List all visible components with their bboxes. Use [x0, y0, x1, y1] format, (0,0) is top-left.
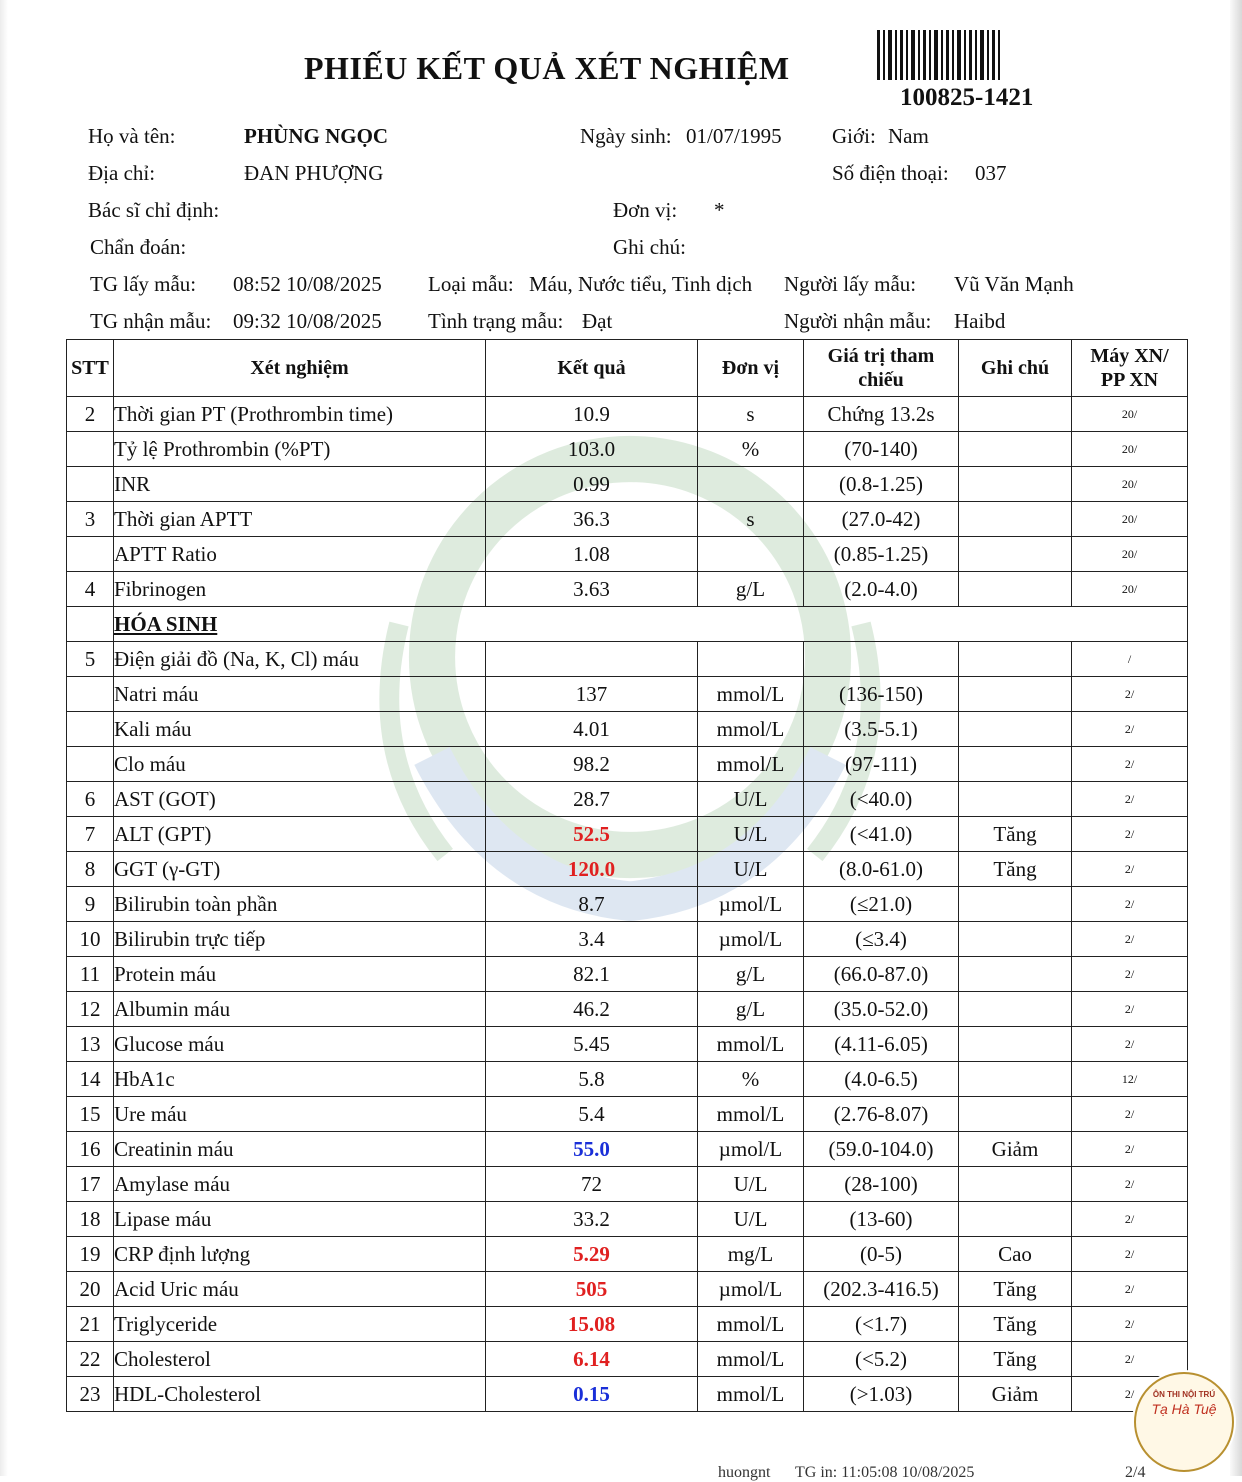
test-name-cell: Thời gian APTT — [114, 502, 486, 537]
result-low: 0.15 — [573, 1381, 610, 1406]
logo-stamp — [1134, 1372, 1234, 1472]
unit-cell: mg/L — [698, 1237, 804, 1272]
test-name-cell: Ure máu — [114, 1097, 486, 1132]
stt-cell — [67, 677, 114, 712]
stt-cell: 16 — [67, 1132, 114, 1167]
unit-cell — [698, 537, 804, 572]
result-cell: 5.4 — [486, 1097, 698, 1132]
test-name-cell: Bilirubin trực tiếp — [114, 922, 486, 957]
stt-cell: 4 — [67, 572, 114, 607]
machine-cell: 2/ — [1072, 887, 1188, 922]
ref-range-cell: (3.5-5.1) — [804, 712, 959, 747]
table-row — [67, 1097, 1188, 1132]
ref-range-cell: (4.11-6.05) — [804, 1027, 959, 1062]
test-name-cell: HbA1c — [114, 1062, 486, 1097]
unit-value: * — [714, 198, 725, 222]
table-row — [67, 1167, 1188, 1202]
receiver-value: Haibd — [954, 309, 1006, 333]
test-name-cell: Protein máu — [114, 957, 486, 992]
table-row — [67, 747, 1188, 782]
test-name-cell: GGT (γ-GT) — [114, 852, 486, 887]
machine-cell: 2/ — [1072, 782, 1188, 817]
ref-range-cell: (<1.7) — [804, 1307, 959, 1342]
stamp-line2: Tạ Hà Tuệ — [1151, 1401, 1217, 1417]
note-cell: Giảm — [959, 1377, 1072, 1412]
test-name-cell: ALT (GPT) — [114, 817, 486, 852]
ref-range-cell: (97-111) — [804, 747, 959, 782]
collector-label: Người lấy mẫu: — [784, 272, 917, 296]
dob-label: Ngày sinh: — [580, 124, 672, 148]
machine-cell: 12/ — [1072, 1062, 1188, 1097]
table-row — [67, 1237, 1188, 1272]
ref-range-cell: (4.0-6.5) — [804, 1062, 959, 1097]
note-cell — [959, 677, 1072, 712]
test-name-cell: Tỷ lệ Prothrombin (%PT) — [114, 432, 486, 467]
header-unit: Đơn vị — [698, 340, 804, 397]
footer-print-time: TG in: 11:05:08 10/08/2025 — [795, 1464, 975, 1481]
ref-range-cell: (0.85-1.25) — [804, 537, 959, 572]
stt-cell: 3 — [67, 502, 114, 537]
unit-cell: mmol/L — [698, 712, 804, 747]
note-cell — [959, 887, 1072, 922]
section-stt-cell — [67, 607, 114, 642]
result-cell: 5.45 — [486, 1027, 698, 1062]
ref-range-cell: Chứng 13.2s — [804, 397, 959, 432]
result-cell: 103.0 — [486, 432, 698, 467]
unit-cell: g/L — [698, 957, 804, 992]
unit-cell: mmol/L — [698, 1342, 804, 1377]
note-cell — [959, 1167, 1072, 1202]
test-name-cell: Thời gian PT (Prothrombin time) — [114, 397, 486, 432]
table-row — [67, 922, 1188, 957]
ref-range-cell — [804, 642, 959, 677]
unit-cell: U/L — [698, 852, 804, 887]
unit-cell: s — [698, 502, 804, 537]
machine-cell: 2/ — [1072, 747, 1188, 782]
machine-cell: 20/ — [1072, 432, 1188, 467]
ref-range-cell: (202.3-416.5) — [804, 1272, 959, 1307]
stt-cell: 12 — [67, 992, 114, 1027]
sample-status-label: Tình trạng mẫu: — [428, 309, 564, 333]
test-name-cell: HDL-Cholesterol — [114, 1377, 486, 1412]
stt-cell: 13 — [67, 1027, 114, 1062]
gender-value: Nam — [888, 124, 929, 148]
section-title: HÓA SINH — [114, 607, 1188, 642]
unit-cell: s — [698, 397, 804, 432]
address-value: ĐAN PHƯỢNG — [244, 161, 384, 185]
note-cell — [959, 572, 1072, 607]
table-row — [67, 537, 1188, 572]
result-low: 55.0 — [573, 1136, 610, 1161]
ref-range-cell: (<5.2) — [804, 1342, 959, 1377]
stt-cell: 22 — [67, 1342, 114, 1377]
stt-cell: 19 — [67, 1237, 114, 1272]
ref-range-cell: (13-60) — [804, 1202, 959, 1237]
note-cell — [959, 957, 1072, 992]
table-row — [67, 642, 1188, 677]
table-row — [67, 1202, 1188, 1237]
result-cell: 82.1 — [486, 957, 698, 992]
machine-cell: 2/ — [1072, 677, 1188, 712]
barcode — [877, 30, 1062, 80]
doctor-label: Bác sĩ chỉ định: — [88, 198, 220, 222]
machine-cell: 2/ — [1072, 712, 1188, 747]
result-cell: 10.9 — [486, 397, 698, 432]
result-cell: 36.3 — [486, 502, 698, 537]
machine-cell: 20/ — [1072, 397, 1188, 432]
result-cell — [486, 852, 698, 887]
unit-cell: % — [698, 432, 804, 467]
machine-cell: 20/ — [1072, 467, 1188, 502]
page-title: PHIẾU KẾT QUẢ XÉT NGHIỆM — [304, 50, 790, 86]
ref-range-cell: (35.0-52.0) — [804, 992, 959, 1027]
result-high: 6.14 — [573, 1346, 610, 1371]
result-cell — [486, 1272, 698, 1307]
stt-cell: 6 — [67, 782, 114, 817]
test-name-cell: APTT Ratio — [114, 537, 486, 572]
machine-cell: 20/ — [1072, 572, 1188, 607]
result-high: 15.08 — [567, 1311, 616, 1336]
unit-cell: mmol/L — [698, 1307, 804, 1342]
test-name-cell: Glucose máu — [114, 1027, 486, 1062]
unit-cell: mmol/L — [698, 1097, 804, 1132]
stt-cell — [67, 712, 114, 747]
stt-cell: 7 — [67, 817, 114, 852]
machine-cell: 2/ — [1072, 1307, 1188, 1342]
test-name-cell: INR — [114, 467, 486, 502]
stt-cell: 8 — [67, 852, 114, 887]
header-note: Ghi chú — [959, 340, 1072, 397]
test-name-cell: Clo máu — [114, 747, 486, 782]
result-cell: 1.08 — [486, 537, 698, 572]
test-name-cell: Điện giải đồ (Na, K, Cl) máu — [114, 642, 486, 677]
stt-cell — [67, 747, 114, 782]
dob-value: 01/07/1995 — [686, 124, 782, 148]
note-cell — [959, 1062, 1072, 1097]
sample-type-value: Máu, Nước tiểu, Tinh dịch — [529, 272, 753, 296]
stt-cell — [67, 432, 114, 467]
result-high: 505 — [575, 1276, 608, 1301]
stt-cell: 10 — [67, 922, 114, 957]
note-cell — [959, 397, 1072, 432]
table-row — [67, 432, 1188, 467]
test-name-cell: Cholesterol — [114, 1342, 486, 1377]
ref-range-cell: (2.0-4.0) — [804, 572, 959, 607]
note-cell — [959, 642, 1072, 677]
machine-cell: 20/ — [1072, 537, 1188, 572]
table-row — [67, 887, 1188, 922]
stt-cell — [67, 467, 114, 502]
page-right-edge — [1230, 0, 1242, 1476]
machine-cell: 2/ — [1072, 1097, 1188, 1132]
stt-cell: 21 — [67, 1307, 114, 1342]
table-row — [67, 782, 1188, 817]
stt-cell: 9 — [67, 887, 114, 922]
barcode-number: 100825-1421 — [900, 84, 1034, 111]
result-cell: 72 — [486, 1167, 698, 1202]
table-row — [67, 572, 1188, 607]
stt-cell: 23 — [67, 1377, 114, 1412]
unit-cell: U/L — [698, 817, 804, 852]
note-cell — [959, 992, 1072, 1027]
ref-range-cell: (136-150) — [804, 677, 959, 712]
receive-time-value: 09:32 10/08/2025 — [233, 309, 382, 333]
unit-cell: mmol/L — [698, 1027, 804, 1062]
note-cell — [959, 432, 1072, 467]
ref-range-cell: (>1.03) — [804, 1377, 959, 1412]
unit-cell: µmol/L — [698, 1272, 804, 1307]
sample-time-value: 08:52 10/08/2025 — [233, 272, 382, 296]
unit-cell: % — [698, 1062, 804, 1097]
stt-cell — [67, 537, 114, 572]
unit-label: Đơn vị: — [613, 198, 678, 222]
test-name-cell: Creatinin máu — [114, 1132, 486, 1167]
unit-cell: mmol/L — [698, 747, 804, 782]
footer-user: huongnt — [718, 1464, 771, 1481]
page-left-edge — [0, 0, 8, 1476]
machine-cell: 2/ — [1072, 817, 1188, 852]
header-result: Kết quả — [486, 340, 698, 397]
collector-value: Vũ Văn Mạnh — [954, 272, 1074, 296]
note-cell — [959, 747, 1072, 782]
note-cell: Tăng — [959, 852, 1072, 887]
result-cell: 46.2 — [486, 992, 698, 1027]
unit-cell — [698, 642, 804, 677]
note-cell — [959, 782, 1072, 817]
machine-cell: 20/ — [1072, 502, 1188, 537]
table-row — [67, 467, 1188, 502]
stt-cell: 5 — [67, 642, 114, 677]
stamp-line1: ÔN THI NỘI TRÚ — [1152, 1390, 1216, 1399]
footer-page: 2/4 — [1125, 1464, 1146, 1481]
unit-cell — [698, 467, 804, 502]
test-name-cell: Fibrinogen — [114, 572, 486, 607]
machine-cell: 2/ — [1072, 1272, 1188, 1307]
table-row — [67, 1132, 1188, 1167]
table-row — [67, 712, 1188, 747]
test-name-cell: Albumin máu — [114, 992, 486, 1027]
note-cell — [959, 922, 1072, 957]
result-cell: 33.2 — [486, 1202, 698, 1237]
test-name-cell: CRP định lượng — [114, 1237, 486, 1272]
result-cell — [486, 1132, 698, 1167]
note-cell — [959, 502, 1072, 537]
note-cell — [959, 1027, 1072, 1062]
test-name-cell: Bilirubin toàn phần — [114, 887, 486, 922]
ref-range-cell: (2.76-8.07) — [804, 1097, 959, 1132]
note-cell — [959, 1097, 1072, 1132]
unit-cell: U/L — [698, 1202, 804, 1237]
table-row — [67, 677, 1188, 712]
result-cell: 98.2 — [486, 747, 698, 782]
machine-cell: 2/ — [1072, 1377, 1188, 1412]
ref-range-cell: (8.0-61.0) — [804, 852, 959, 887]
test-name-cell: Natri máu — [114, 677, 486, 712]
result-high: 5.29 — [573, 1241, 610, 1266]
machine-cell: 2/ — [1072, 922, 1188, 957]
machine-cell: 2/ — [1072, 1202, 1188, 1237]
test-name-cell: Triglyceride — [114, 1307, 486, 1342]
sample-time-label: TG lấy mẫu: — [90, 272, 197, 296]
unit-cell: g/L — [698, 992, 804, 1027]
gender-label: Giới: — [832, 124, 876, 148]
table-row — [67, 502, 1188, 537]
result-cell: 137 — [486, 677, 698, 712]
unit-cell: µmol/L — [698, 887, 804, 922]
result-cell: 4.01 — [486, 712, 698, 747]
stt-cell: 18 — [67, 1202, 114, 1237]
diagnosis-label: Chẩn đoán: — [90, 235, 187, 259]
header-ref: Giá trị tham chiếu — [804, 340, 959, 397]
machine-cell: 2/ — [1072, 1237, 1188, 1272]
table-row — [67, 1307, 1188, 1342]
machine-cell: 2/ — [1072, 852, 1188, 887]
note-cell: Tăng — [959, 1307, 1072, 1342]
phone-label: Số điện thoại: — [832, 161, 949, 185]
test-name-cell: Kali máu — [114, 712, 486, 747]
result-cell — [486, 1237, 698, 1272]
stt-cell: 20 — [67, 1272, 114, 1307]
machine-cell: 2/ — [1072, 1132, 1188, 1167]
table-row — [67, 1027, 1188, 1062]
note-cell — [959, 467, 1072, 502]
ref-range-cell: (0.8-1.25) — [804, 467, 959, 502]
result-cell — [486, 1377, 698, 1412]
machine-cell: 2/ — [1072, 1167, 1188, 1202]
table-row — [67, 957, 1188, 992]
test-name-cell: Acid Uric máu — [114, 1272, 486, 1307]
stt-cell: 2 — [67, 397, 114, 432]
table-row — [67, 1062, 1188, 1097]
machine-cell: 2/ — [1072, 992, 1188, 1027]
machine-cell: 2/ — [1072, 957, 1188, 992]
note-cell — [959, 537, 1072, 572]
test-name-cell: Lipase máu — [114, 1202, 486, 1237]
ref-range-cell: (66.0-87.0) — [804, 957, 959, 992]
result-cell — [486, 1342, 698, 1377]
section-row — [67, 607, 1188, 642]
receive-time-label: TG nhận mẫu: — [90, 309, 212, 333]
result-high: 52.5 — [573, 821, 610, 846]
test-name-cell: Amylase máu — [114, 1167, 486, 1202]
ref-range-cell: (≤3.4) — [804, 922, 959, 957]
address-label: Địa chỉ: — [88, 161, 156, 185]
note-cell — [959, 1202, 1072, 1237]
ref-range-cell: (<41.0) — [804, 817, 959, 852]
header-machine: Máy XN/ PP XN — [1072, 340, 1188, 397]
unit-cell: mmol/L — [698, 677, 804, 712]
unit-cell: mmol/L — [698, 1377, 804, 1412]
result-cell — [486, 1307, 698, 1342]
machine-cell: 2/ — [1072, 1342, 1188, 1377]
note-cell: Tăng — [959, 1272, 1072, 1307]
ref-range-cell: (59.0-104.0) — [804, 1132, 959, 1167]
ref-range-cell: (<40.0) — [804, 782, 959, 817]
result-high: 120.0 — [567, 856, 616, 881]
patient-name: PHÙNG NGỌC — [244, 124, 389, 148]
note-cell: Tăng — [959, 1342, 1072, 1377]
result-cell — [486, 642, 698, 677]
unit-cell: µmol/L — [698, 922, 804, 957]
result-cell: 5.8 — [486, 1062, 698, 1097]
header-stt: STT — [67, 340, 114, 397]
ref-range-cell: (28-100) — [804, 1167, 959, 1202]
table-row — [67, 1377, 1188, 1412]
machine-cell: 2/ — [1072, 1027, 1188, 1062]
header-test: Xét nghiệm — [114, 340, 486, 397]
result-cell: 8.7 — [486, 887, 698, 922]
unit-cell: g/L — [698, 572, 804, 607]
result-cell: 0.99 — [486, 467, 698, 502]
ref-range-cell: (≤21.0) — [804, 887, 959, 922]
ref-range-cell: (70-140) — [804, 432, 959, 467]
note-label: Ghi chú: — [613, 235, 686, 259]
table-row — [67, 992, 1188, 1027]
stt-cell: 15 — [67, 1097, 114, 1132]
table-row — [67, 397, 1188, 432]
unit-cell: U/L — [698, 782, 804, 817]
result-cell: 3.4 — [486, 922, 698, 957]
note-cell: Tăng — [959, 817, 1072, 852]
note-cell: Giảm — [959, 1132, 1072, 1167]
receiver-label: Người nhận mẫu: — [784, 309, 932, 333]
name-label: Họ và tên: — [88, 124, 176, 148]
note-cell: Cao — [959, 1237, 1072, 1272]
stt-cell: 11 — [67, 957, 114, 992]
ref-range-cell: (27.0-42) — [804, 502, 959, 537]
unit-cell: µmol/L — [698, 1132, 804, 1167]
table-row — [67, 1272, 1188, 1307]
table-row — [67, 1342, 1188, 1377]
results-body — [67, 397, 1188, 1412]
sample-type-label: Loại mẫu: — [428, 272, 514, 296]
results-table — [66, 339, 1188, 1412]
table-header-row — [67, 340, 1188, 397]
stt-cell: 17 — [67, 1167, 114, 1202]
result-cell: 28.7 — [486, 782, 698, 817]
phone-value: 037 — [975, 161, 1007, 185]
table-row — [67, 817, 1188, 852]
machine-cell: / — [1072, 642, 1188, 677]
stt-cell: 14 — [67, 1062, 114, 1097]
ref-range-cell: (0-5) — [804, 1237, 959, 1272]
result-cell — [486, 817, 698, 852]
test-name-cell: AST (GOT) — [114, 782, 486, 817]
note-cell — [959, 712, 1072, 747]
result-cell: 3.63 — [486, 572, 698, 607]
unit-cell: U/L — [698, 1167, 804, 1202]
sample-status-value: Đạt — [582, 309, 613, 333]
table-row — [67, 852, 1188, 887]
